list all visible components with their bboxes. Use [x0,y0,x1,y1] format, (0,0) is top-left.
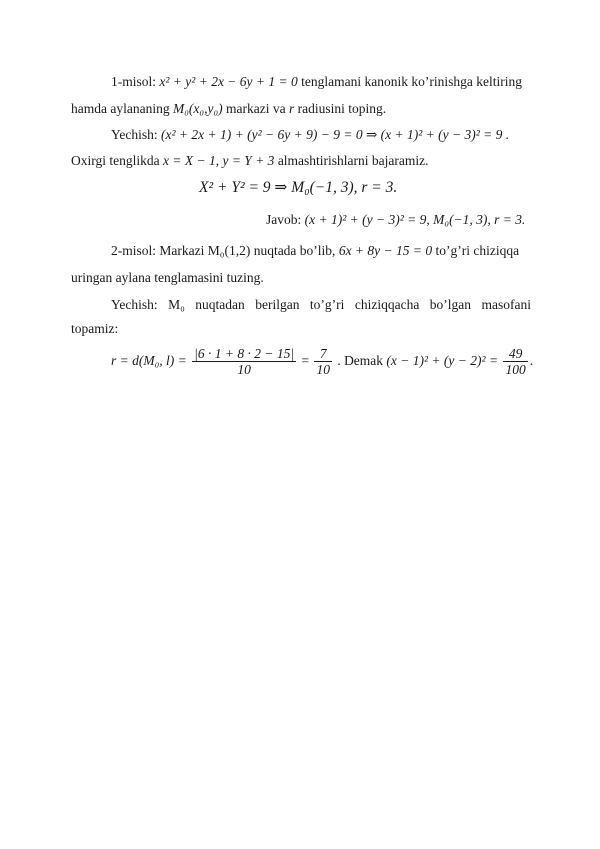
example1-center-symbol: M₀(x₀,y₀) [172,101,223,116]
solution-word: masofani [481,297,531,312]
distance-numerator: |6 · 1 + 8 · 2 − 15| [194,346,295,362]
solution-word: berilgan [255,297,300,312]
example1-solution [111,127,509,143]
solution-word: M₀ [168,297,185,312]
example2-text-a: Markazi M₀(1,2) nuqtada bo’lib, [159,243,336,258]
distance-lhs: r = d(M₀, l) = [111,353,187,368]
final-lhs: (x − 1)² + (y − 2)² = [386,353,499,368]
final-period: . [529,353,534,368]
example1-statement-line2 [71,101,386,117]
example1-equation: x² + y² + 2x − 6y + 1 = 0 [159,74,298,89]
example1-solution-expr: (x² + 2x + 1) + (y² − 6y + 9) − 9 = 0 ⇒ (x + 1)² + (y − 3)² = 9 . [161,127,510,142]
example1-subst-expr: x = X − 1, y = Y + 3 [163,153,275,168]
example1-subst-start: Oxirgi tenglikda [71,153,160,168]
result-numerator: 7 [314,346,332,362]
example2-distance-formula [111,345,533,377]
example1-text-b-end: radiusini toping. [297,101,387,116]
example1-answer [266,212,525,228]
solution-word: nuqtadan [195,297,245,312]
solution-word: Yechish: [111,297,158,312]
distance-denominator: 10 [237,362,251,378]
example1-label: 1-misol: [111,74,157,89]
example2-statement-line2: uringan aylana tenglamasini tuzing. [71,270,264,285]
example1-text-a: tenglamani kanonik ko’rinishga keltiring [301,74,522,89]
example1-solution-label: Yechish: [111,127,158,142]
example1-subst-end: almashtirishlarni bajaramiz. [277,153,429,168]
example2-solution-cont: topamiz: [71,321,119,336]
result-denominator: 10 [316,362,330,378]
example1-answer-expr: (x + 1)² + (y − 3)² = 9, M₀(−1, 3), r = 3. [304,212,526,227]
example1-text-b-mid: markazi va [226,101,286,116]
example1-radius-symbol: r [289,101,295,116]
example2-statement-line1 [111,243,519,259]
example1-text-b-start: hamda aylananing [71,101,170,116]
distance-fraction [192,346,296,377]
solution-word: bo’lgan [429,297,472,312]
example1-substitution [71,153,429,169]
final-fraction [503,346,527,377]
example1-canonical: X² + Y² = 9 ⇒ M₀(−1, 3), r = 3. [199,179,398,196]
final-denominator: 100 [505,362,526,378]
example2-line-expr: 6x + 8y − 15 = 0 [338,243,433,258]
example2-label: 2-misol: [111,243,157,258]
equals-sign: = [301,353,310,368]
solution-word: chiziqqacha [354,297,420,312]
example1-answer-label: Javob: [266,212,302,227]
solution-word: to’g’ri [309,297,345,312]
final-numerator: 49 [503,346,527,362]
result-fraction [314,346,332,377]
example1-statement-line1 [111,74,531,90]
example2-text-b: to’g’ri chiziqqa [435,243,520,258]
demak-text: . Demak [337,353,384,368]
example2-solution-line [111,297,531,313]
